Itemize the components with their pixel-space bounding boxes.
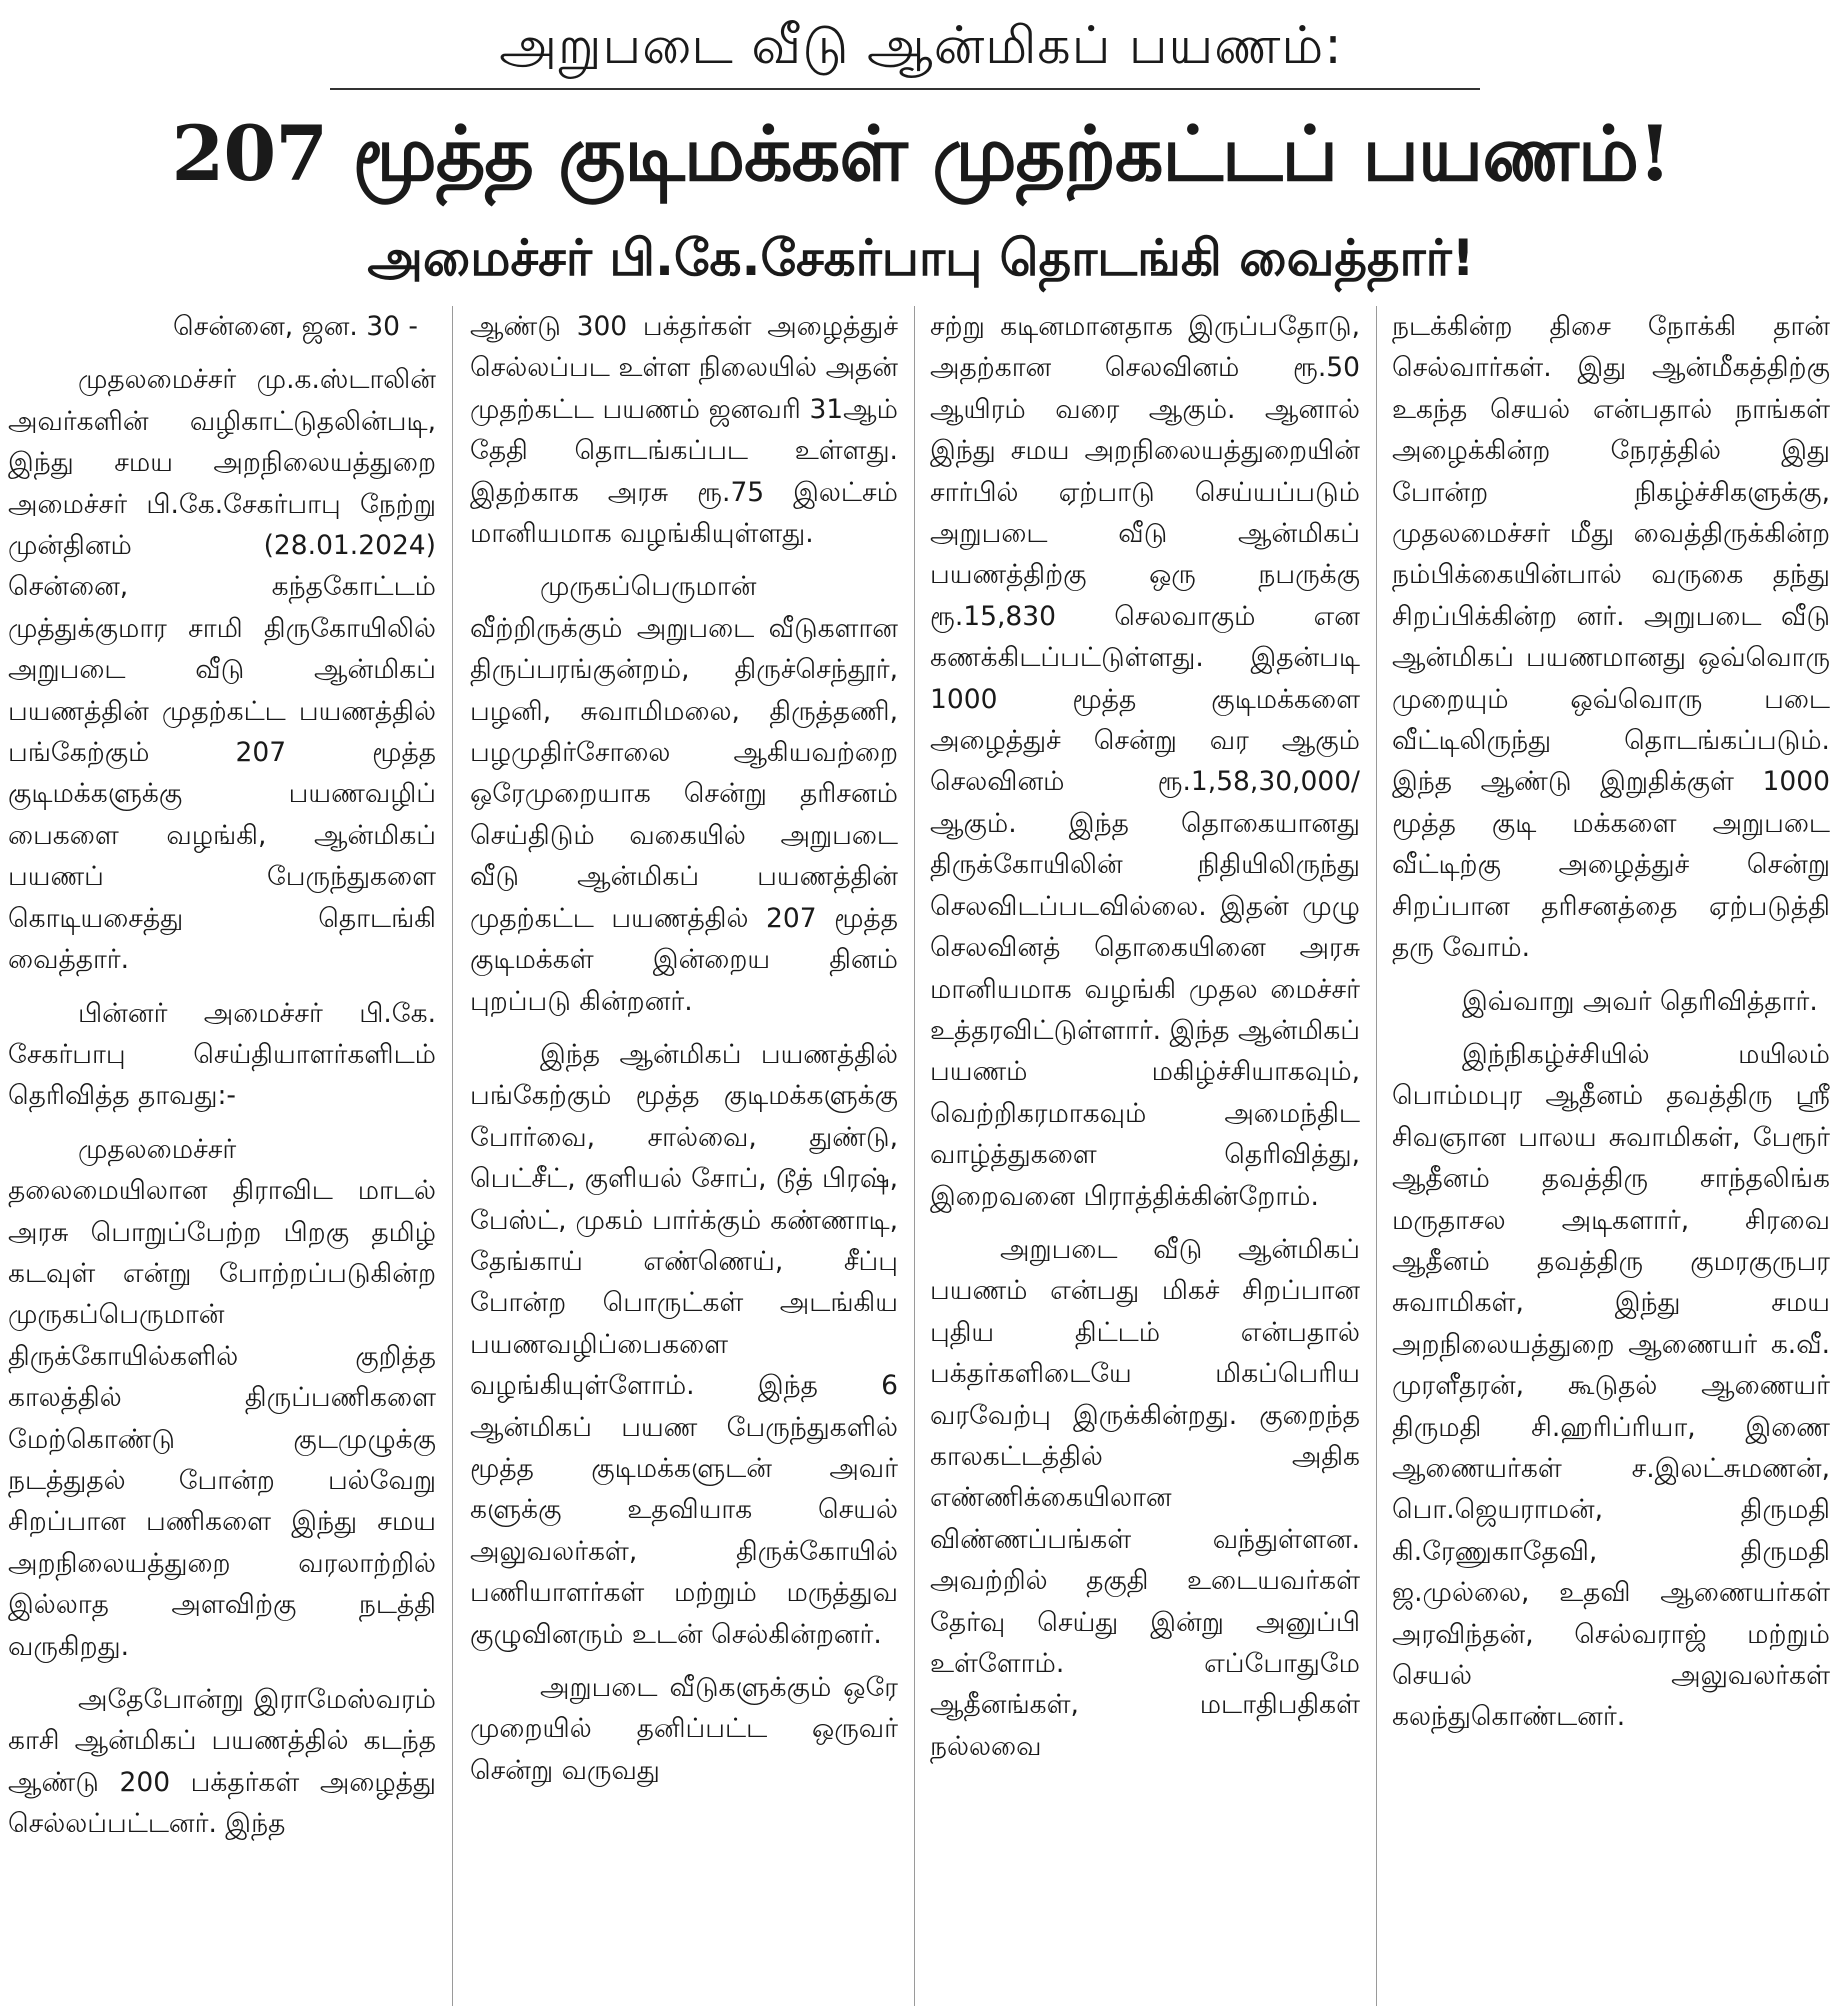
- article-column-4: [1392, 306, 1830, 2006]
- article-column-2: [470, 306, 898, 2006]
- subheadline: அமைச்சர் பி.கே.சேகர்பாபு தொடங்கி வைத்தார்!: [367, 229, 1475, 287]
- column-divider: [1376, 306, 1377, 2006]
- paragraph: இவ்வாறு அவர் தெரிவித்தார்.: [1462, 985, 1818, 1017]
- paragraph: அறுபடை வீடுகளுக்கும் ஒரே முறையில் தனிப்பட்ட ஒருவர் சென்று வருவது: [470, 1672, 898, 1786]
- paragraph: அறுபடை வீடு ஆன்மிகப் பயணம் என்பது மிகச் சிறப்பான புதிய திட்டம் என்பதால் பக்தர்களிடையே மிகப்பெரிய வரவேற்பு இருக்கின்றது. குறைந்த காலகட்டத்தில் அதிக எண்ணிக்கையிலான விண்ணப்பங்கள் வந்துள்ளன. அவற்றில் தகுதி உடையவர்கள் தேர்வு செய்து இன்று அனுப்பி உள்ளோம். எப்போதுமே ஆதீனங்கள், மடாதிபதிகள் நல்லவை: [930, 1233, 1360, 1762]
- column-divider: [452, 306, 453, 2006]
- kicker-title: அறுபடை வீடு ஆன்மிகப் பயணம்:: [499, 16, 1343, 76]
- column-divider: [914, 306, 915, 2006]
- paragraph: இந்த ஆன்மிகப் பயணத்தில் பங்கேற்கும் மூத்த குடிமக்களுக்கு போர்வை, சால்வை, துண்டு, பெட்சீட், குளியல் சோப், டூத் பிரஷ், பேஸ்ட், முகம் பார்க்கும் கண்ணாடி, தேங்காய் எண்ணெய், சீப்பு போன்ற பொருட்கள் அடங்கிய பயணவழிப்பைகளை வழங்கியுள்ளோம். இந்த 6 ஆன்மிகப் பயண பேருந்துகளில் மூத்த குடிமக்களுடன் அவர் களுக்கு உதவியாக செயல் அலுவலர்கள், திருக்கோயில் பணியாளர்கள் மற்றும் மருத்துவ குழுவினரும் உடன் செல்கின்றனர்.: [470, 1038, 898, 1650]
- paragraph: சற்று கடினமானதாக இருப்பதோடு, அதற்கான செலவினம் ரூ.50 ஆயிரம் வரை ஆகும். ஆனால் இந்து சமய அறநிலையத்துறையின் சார்பில் ஏற்பாடு செய்யப்படும் அறுபடை வீடு ஆன்மிகப் பயணத்திற்கு ஒரு நபருக்கு ரூ.15,830 செலவாகும் என கணக்கிடப்பட்டுள்ளது. இதன்படி 1000 மூத்த குடிமக்களை அழைத்துச் சென்று வர ஆகும் செலவினம் ரூ.1,58,30,000/ ஆகும். இந்த தொகையானது திருக்கோயிலின் நிதியிலிருந்து செலவிடப்படவில்லை. இதன் முழு செலவினத் தொகையினை அரசு மானியமாக வழங்கி முதல மைச்சர் உத்தரவிட்டுள்ளார். இந்த ஆன்மிகப் பயணம் மகிழ்ச்சியாகவும், வெற்றிகரமாகவும் அமைந்திட வாழ்த்துகளை தெரிவித்து, இறைவனை பிராத்திக்கின்றோம்.: [930, 311, 1360, 1212]
- paragraph: முதலமைச்சர் மு.க.ஸ்டாலின் அவர்களின் வழிகாட்டுதலின்படி, இந்து சமய அறநிலையத்துறை அமைச்சர் பி.கே.சேகர்பாபு நேற்று முன்தினம் (28.01.2024) சென்னை, கந்தகோட்டம் முத்துக்குமார சாமி திருகோயிலில் அறுபடை வீடு ஆன்மிகப் பயணத்தின் முதற்கட்ட பயணத்தில் பங்கேற்கும் 207 மூத்த குடிமக்களுக்கு பயணவழிப் பைகளை வழங்கி, ஆன்மிகப் பயணப் பேருந்துகளை கொடியசைத்து தொடங்கி வைத்தார்.: [8, 364, 436, 976]
- paragraph: ஆண்டு 300 பக்தர்கள் அழைத்துச் செல்லப்பட உள்ள நிலையில் அதன் முதற்கட்ட பயணம் ஜனவரி 31ஆம் தேதி தொடங்கப்பட உள்ளது. இதற்காக அரசு ரூ.75 இலட்சம் மானியமாக வழங்கியுள்ளது.: [470, 311, 898, 550]
- paragraph: முருகப்பெருமான் வீற்றிருக்கும் அறுபடை வீடுகளான திருப்பரங்குன்றம், திருச்செந்தூர், பழனி, சுவாமிமலை, திருத்தணி, பழமுதிர்சோலை ஆகியவற்றை ஒரேமுறையாக சென்று தரிசனம் செய்திடும் வகையில் அறுபடை வீடு ஆன்மிகப் பயணத்தின் முதற்கட்ட பயணத்தில் 207 மூத்த குடிமக்கள் இன்றைய தினம் புறப்படு கின்றனர்.: [470, 571, 898, 1017]
- paragraph: இந்நிகழ்ச்சியில் மயிலம் பொம்மபுர ஆதீனம் தவத்திரு ஸ்ரீ சிவஞான பாலய சுவாமிகள், பேரூர் ஆதீனம் தவத்திரு சாந்தலிங்க மருதாசல அடிகளார், சிரவை ஆதீனம் தவத்திரு குமரகுருபர சுவாமிகள், இந்து சமய அறநிலையத்துறை ஆணையர் க.வீ. முரளீதரன், கூடுதல் ஆணையர் திருமதி சி.ஹரிப்ரியா, இணை ஆணையர்கள் ச.இலட்சுமணன், பொ.ஜெயராமன், திருமதி கி.ரேணுகாதேவி, திருமதி ஜ.முல்லை, உதவி ஆணையர்கள் அரவிந்தன், செல்வராஜ் மற்றும் செயல் அலுவலர்கள் கலந்துகொண்டனர்.: [1392, 1038, 1830, 1733]
- paragraph: நடக்கின்ற திசை நோக்கி தான் செல்வார்கள். இது ஆன்மீகத்திற்கு உகந்த செயல் என்பதால் நாங்கள் அழைக்கின்ற நேரத்தில் இது போன்ற நிகழ்ச்சிகளுக்கு, முதலமைச்சர் மீது வைத்திருக்கின்ற நம்பிக்கையின்பால் வருகை தந்து சிறப்பிக்கின்ற னர். அறுபடை வீடு ஆன்மிகப் பயணமானது ஒவ்வொரு முறையும் ஒவ்வொரு படை வீட்டிலிருந்து தொடங்கப்படும். இந்த ஆண்டு இறுதிக்குள் 1000 மூத்த குடி மக்களை அறுபடை வீட்டிற்கு அழைத்துச் சென்று சிறப்பான தரிசனத்தை ஏற்படுத்தி தரு வோம்.: [1392, 311, 1830, 964]
- kicker-underline: [330, 88, 1480, 90]
- article-column-3: [930, 306, 1360, 2006]
- paragraph: முதலமைச்சர் தலைமையிலான திராவிட மாடல் அரசு பொறுப்பேற்ற பிறகு தமிழ் கடவுள் என்று போற்றப்படுகின்ற முருகப்பெருமான் திருக்கோயில்களில் குறித்த காலத்தில் திருப்பணிகளை மேற்கொண்டு குடமுழுக்கு நடத்துதல் போன்ற பல்வேறு சிறப்பான பணிகளை இந்து சமய அறநிலையத்துறை வரலாற்றில் இல்லாத அளவிற்கு நடத்தி வருகிறது.: [8, 1133, 436, 1662]
- paragraph: அதேபோன்று இராமேஸ்வரம் காசி ஆன்மிகப் பயணத்தில் கடந்த ஆண்டு 200 பக்தர்கள் அழைத்து செல்லப்பட்டனர். இந்த: [8, 1684, 436, 1840]
- headline: 207 மூத்த குடிமக்கள் முதற்கட்டப் பயணம்!: [171, 109, 1671, 198]
- dateline: சென்னை, ஜன. 30 -: [173, 311, 418, 342]
- article-column-1: [8, 306, 436, 2006]
- paragraph: பின்னர் அமைச்சர் பி.கே. சேகர்பாபு செய்தியாளர்களிடம் தெரிவித்த தாவது:-: [8, 997, 436, 1112]
